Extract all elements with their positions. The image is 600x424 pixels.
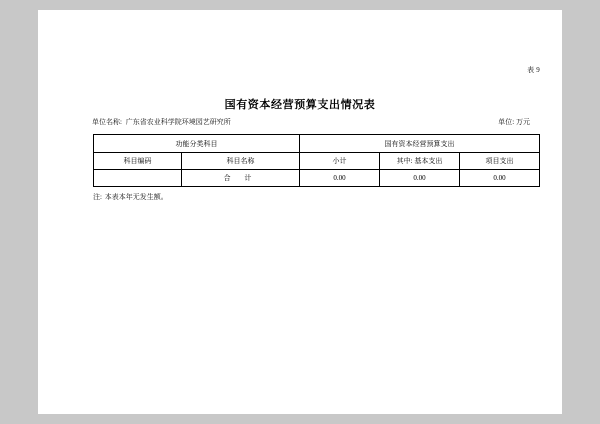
column-header-name: 科目名称 (182, 153, 300, 170)
column-header-subtotal: 小计 (300, 153, 380, 170)
amount-unit-label: 单位: (498, 118, 515, 126)
unit-name-value: 广东省农业科学院环境园艺研究所 (125, 118, 231, 126)
amount-unit-value: 万元 (516, 118, 530, 126)
note-label: 注: (93, 193, 102, 201)
column-header-project: 项目支出 (460, 153, 540, 170)
group-header-right: 国有资本经营预算支出 (300, 135, 540, 153)
note-text: 本表本年无发生额。 (104, 193, 168, 201)
amount-unit (498, 117, 530, 127)
sheet-number: 表 9 (527, 66, 540, 74)
column-header-code: 科目编码 (94, 153, 182, 170)
cell-name: 合 计 (182, 170, 300, 187)
cell-project: 0.00 (460, 170, 540, 187)
cell-basic: 0.00 (380, 170, 460, 187)
group-header-left: 功能分类科目 (94, 135, 300, 153)
page-title: 国有资本经营预算支出情况表 (224, 99, 376, 111)
table-group-header-row (94, 135, 540, 153)
table-note (93, 192, 168, 202)
document-page (38, 10, 562, 414)
column-header-basic: 其中: 基本支出 (380, 153, 460, 170)
cell-subtotal: 0.00 (300, 170, 380, 187)
unit-name-label: 单位名称: (92, 118, 122, 126)
table-header-row (94, 153, 540, 170)
meta-row (62, 117, 540, 129)
budget-table (93, 134, 540, 187)
unit-name (92, 117, 231, 127)
cell-code (94, 170, 182, 187)
table-row (94, 170, 540, 187)
